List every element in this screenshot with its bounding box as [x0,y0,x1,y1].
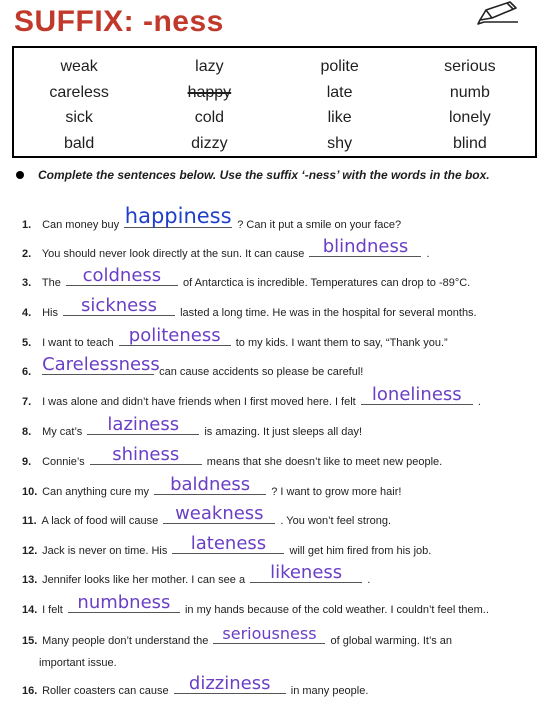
answer-text: sickness [81,295,157,316]
answer-text: laziness [107,414,180,435]
sentence-before: Can anything cure my [42,486,150,498]
answer-blank[interactable] [90,444,202,465]
sentence-after: . [477,396,481,408]
sentence-after: means that she doesn’t like to meet new people. [206,456,443,468]
instruction-text: Complete the sentences below. Use the suffix ‘-ness’ with the words in the box. [38,168,490,182]
sentence-before: Roller coasters can cause [42,685,169,697]
sentence-number: 1. [22,219,32,231]
sentence-before: I want to teach [42,337,114,349]
word-box-item: shy [327,134,353,152]
answer-blank[interactable] [42,354,160,375]
word-box-item: careless [49,83,109,101]
answer-blank[interactable] [87,414,199,435]
sentence-after: lasted a long time. He was in the hospital for several months. [180,307,477,319]
sentence-item [22,533,542,558]
sentence-before: Jack is never on time. His [42,545,168,557]
answer-blank[interactable] [68,592,180,613]
sentence-after: of Antarctica is incredible. Temperatures can drop to -89°C. [182,277,471,289]
answer-text: dizziness [188,673,271,694]
sentence-number: 6. [22,366,32,378]
sentence-after: of global warming. It’s an [330,635,453,647]
sentence-after: . [367,574,371,586]
sentence-number: 15. [22,635,38,647]
sentence-item [22,592,542,617]
answer-blank[interactable] [361,384,473,405]
word-box-item: sick [65,109,93,126]
answer-blank[interactable] [250,562,362,583]
sentence-after: is amazing. It just sleeps all day! [204,426,363,438]
sentence-item [22,236,542,261]
answer-blank[interactable] [213,624,325,644]
answer-blank[interactable] [63,295,175,316]
sentence-number: 4. [22,307,32,319]
answer-blank[interactable] [172,533,284,554]
answer-text: politeness [128,325,221,346]
sentence-item [22,474,542,499]
sentence-before: Many people don’t understand the [42,635,209,647]
sentence-item [22,384,542,409]
answer-blank[interactable] [154,474,266,495]
sentence-before: Can money buy [42,219,120,231]
sentence-number: 13. [22,574,38,586]
sentence-item [22,624,542,670]
word-box-item: blind [452,134,487,152]
sentence-item [22,444,542,469]
sentence-item [22,503,542,528]
answer-text: numbness [77,592,171,613]
answer-blank[interactable] [309,236,421,257]
sentence-number: 2. [22,248,32,260]
sentence-number: 3. [22,277,32,289]
sentence-item [22,673,542,698]
sentence-item [22,265,542,290]
word-box-item: lazy [195,58,224,75]
answer-text: lateness [190,533,267,554]
sentence-before: Jennifer looks like her mother. I can see a [42,574,246,586]
sentence-item [22,204,542,232]
sentence-after: in many people. [290,685,369,697]
answer-text: seriousness [222,624,317,643]
sentence-after: can cause accidents so please be careful! [159,366,364,378]
sentence-continuation: important issue. [39,657,117,669]
sentence-after: to my kids. I want them to say, “Thank you.” [235,337,448,349]
sentence-after: ? Can it put a smile on your face? [237,219,402,231]
word-box-item: dizzy [191,134,228,152]
sentence-item [22,325,542,350]
sentence-number: 9. [22,456,32,468]
sentence-item [22,414,542,439]
word-box-item: cold [194,109,225,126]
sentence-number: 12. [22,545,38,557]
answer-blank[interactable] [174,673,286,694]
word-box-item: numb [449,83,490,101]
answer-text: coldness [82,265,162,286]
answer-text: likeness [270,562,343,583]
sentence-before: His [42,307,58,319]
sentence-number: 7. [22,396,32,408]
answer-text: Carelessness [42,354,160,375]
sentence-before: My cat’s [42,426,83,438]
sentence-item [22,354,542,379]
answer-text: weakness [175,503,264,524]
worksheet-title: SUFFIX: -ness [14,5,224,38]
sentence-number: 10. [22,486,38,498]
sentence-number: 8. [22,426,32,438]
word-box-item: like [327,109,352,126]
sentence-number: 5. [22,337,32,349]
sentence-before: I was alone and didn’t have friends when I first moved here. I felt [42,396,356,408]
pencil-icon [476,0,520,26]
sentence-before: Connie’s [42,456,85,468]
sentence-number: 14. [22,604,38,616]
sentence-after: . You won’t feel strong. [280,515,392,527]
word-box-item: weak [60,58,98,75]
answer-text: loneliness [371,384,462,405]
sentence-before: You should never look directly at the sun. It can cause [41,248,305,260]
sentence-after: . [426,248,430,260]
word-box [12,46,537,158]
instruction [16,168,546,182]
sentence-item [22,562,542,587]
word-box-item: serious [444,58,496,75]
answer-blank[interactable] [163,503,275,524]
answer-blank[interactable] [119,325,231,346]
sentence-before: A lack of food will cause [41,515,159,527]
sentence-after: will get him fired from his job. [289,545,432,557]
sentence-item [22,295,542,320]
sentence-before: The [41,277,61,289]
word-box-item: lonely [448,109,491,126]
sentence-after: ? I want to grow more hair! [271,486,402,498]
sentence-after: in my hands because of the cold weather. I couldn’t feel them.. [184,604,489,616]
word-box-item: polite [320,58,359,75]
sentence-before: I felt [42,604,63,616]
word-box-item-struck: happy [187,83,232,101]
answer-text: blindness [322,236,409,257]
word-box-item: late [326,83,353,101]
answer-text: shiness [112,444,180,465]
answer-blank[interactable] [66,265,178,286]
answer-blank[interactable] [124,204,232,228]
sentence-number: 16. [22,685,38,697]
answer-text: baldness [170,474,251,495]
word-box-item: bald [64,134,95,152]
bullet-icon [16,171,24,179]
answer-text: happiness [124,204,232,228]
sentence-number: 11. [22,515,37,527]
